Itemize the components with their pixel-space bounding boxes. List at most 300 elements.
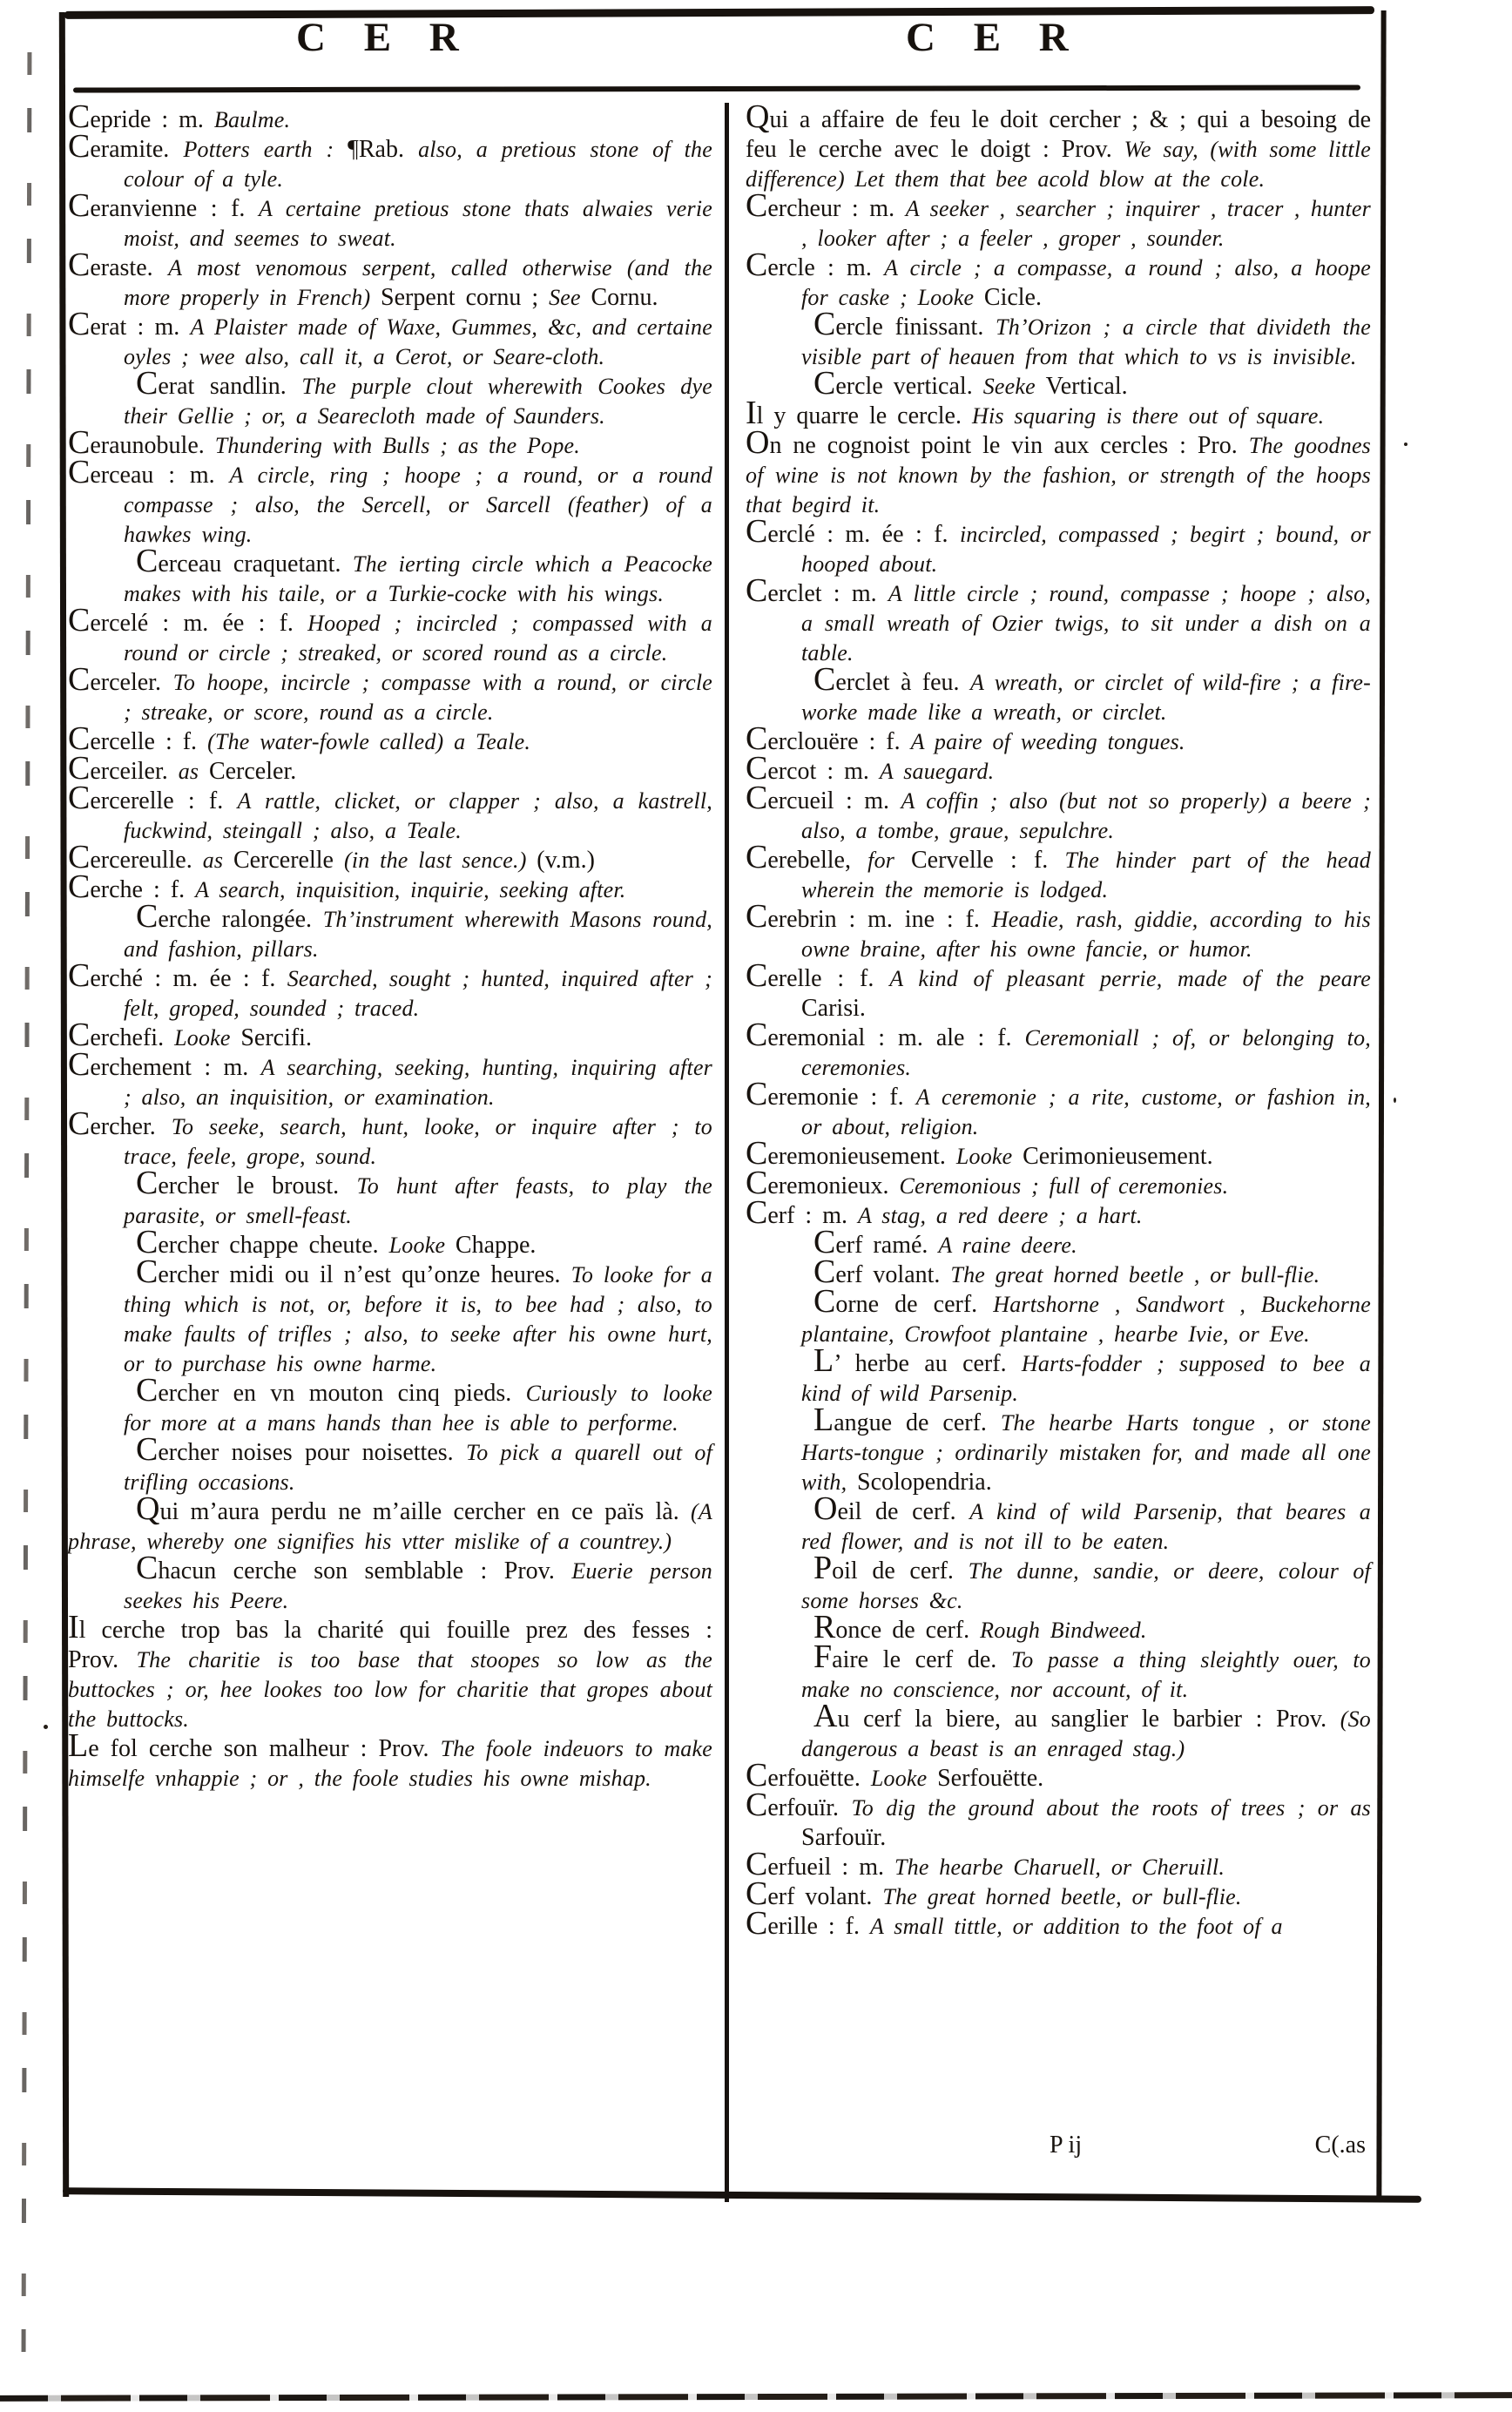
entry-initial-letter: C <box>68 1105 91 1142</box>
dictionary-entry <box>68 868 712 905</box>
entry-gloss-text: A kind of pleasant perrie, made of the peare <box>889 966 1371 991</box>
signature-mark: P ij <box>1050 2132 1083 2159</box>
entry-headword-text: Cercelle : f. <box>68 720 208 757</box>
dictionary-entry <box>746 1165 1371 1201</box>
dictionary-entry <box>68 454 713 550</box>
dictionary-entry <box>746 513 1372 579</box>
entry-headword-text: Cornu. <box>591 284 658 311</box>
dictionary-entry <box>746 1253 1371 1290</box>
entry-gloss-text: A search, inquisition, inquirie, seeking after. <box>195 877 626 902</box>
entry-initial-letter: C <box>746 247 768 283</box>
entry-gloss-text: A stag, a red deere ; a hart. <box>858 1203 1143 1228</box>
entry-gloss-text: A little circle ; round, compasse ; hoope ; also, a small wreath of Ozier twigs, to sit under a dish on a table. <box>801 581 1371 665</box>
entry-headword-text: Ronce de cerf. <box>813 1609 981 1645</box>
entry-initial-letter: C <box>68 868 91 905</box>
entry-initial-letter: C <box>136 1431 159 1468</box>
entry-gloss-text: A small tittle, or addition to the foot of a <box>869 1914 1283 1939</box>
entry-gloss-text: A wreath, or circlet of wild-fire ; a fire-worke made like a wreath, or circlet. <box>801 670 1371 725</box>
dictionary-entry <box>68 128 712 194</box>
entry-headword-text: Cicle. <box>983 284 1042 311</box>
dictionary-entry <box>746 1342 1372 1409</box>
entry-gloss-text: incircled, compassed ; begirt ; bound, or hooped about. <box>801 522 1372 577</box>
entry-initial-letter: C <box>813 1224 836 1260</box>
dictionary-entry <box>746 1017 1371 1083</box>
entry-headword-text: Sercifi. <box>240 1024 312 1051</box>
bottom-border-rule <box>63 2187 1421 2203</box>
entry-initial-letter: O <box>813 1490 838 1527</box>
entry-headword-text: (v.m.) <box>537 847 595 874</box>
dictionary-entry <box>746 1875 1371 1912</box>
entry-headword-text: Cercher chappe cheute. <box>136 1224 389 1260</box>
entry-headword-text: Sarfouïr. <box>801 1824 887 1851</box>
dictionary-entry <box>68 1727 712 1794</box>
entry-headword-text: Cerebrin : m. ine : f. <box>746 898 992 935</box>
entry-headword-text: Cerelle : f. <box>746 957 890 994</box>
entry-headword-text: Cercle vertical. <box>813 365 983 402</box>
entry-headword-text: Ceremonieusement. <box>746 1135 956 1172</box>
entry-gloss-text: (A phrase, whereby one signifies his vtter mislike of a countrey.) <box>68 1499 712 1554</box>
entry-headword-text: Chappe. <box>455 1232 537 1259</box>
entry-initial-letter: R <box>813 1609 836 1645</box>
dictionary-entry <box>746 1402 1371 1497</box>
entry-gloss-text: (The water-fowle called) a Teale. <box>207 729 531 754</box>
entry-gloss-text: The great horned beetle, or bull-flie. <box>882 1884 1242 1909</box>
entry-initial-letter: C <box>813 365 836 402</box>
entry-headword-text: Cerat : m. <box>68 306 191 342</box>
entry-initial-letter: C <box>746 1194 768 1231</box>
entry-initial-letter: C <box>68 424 91 461</box>
entry-initial-letter: C <box>136 543 159 579</box>
scan-edge-noise-left <box>22 52 32 2352</box>
entry-headword-text: Ceremonie : f. <box>746 1076 916 1112</box>
entry-headword-text: Cerchement : m. <box>68 1046 261 1083</box>
entry-headword-text: Cercher. <box>68 1105 172 1142</box>
entry-gloss-text: To passe a thing sleightly ouer, to make no conscience, nor account, of it. <box>801 1647 1371 1702</box>
entry-initial-letter: C <box>746 780 768 816</box>
entry-headword-text: Cerceiler. <box>68 750 179 787</box>
entry-gloss-text: A circle, ring ; hoope ; a round, or a round compasse ; also, the Sercell, or Sarcell (feather) of a hawkes wing. <box>124 463 713 547</box>
entry-headword-text: Cerchefi. <box>68 1017 175 1053</box>
dictionary-entry <box>746 661 1371 727</box>
entry-headword-text: Cerche : f. <box>68 868 196 905</box>
entry-gloss-text: Hartshorne , Sandwort , Buckehorne plantaine, Crowfoot plantaine , hearbe Ivie, or Eve. <box>801 1292 1371 1347</box>
entry-initial-letter: C <box>746 750 768 787</box>
entry-headword-text: Cerimonieusement. <box>1023 1143 1213 1170</box>
entry-headword-text: Ceramite. <box>68 128 184 165</box>
entry-gloss-text: Ceremoniall ; of, or belonging to, ceremonies. <box>801 1025 1371 1080</box>
entry-initial-letter: C <box>746 1135 768 1172</box>
entry-headword-text: Cerat sandlin. <box>136 365 302 402</box>
entry-headword-text: Cercher noises pour noisettes. <box>136 1431 466 1468</box>
dictionary-entry <box>68 247 712 313</box>
dictionary-entry <box>68 365 712 431</box>
entry-headword-text: Vertical. <box>1045 373 1128 400</box>
entry-initial-letter: C <box>68 454 91 490</box>
entry-gloss-text: A raine deere. <box>938 1233 1077 1258</box>
entry-initial-letter: C <box>136 1253 159 1290</box>
entry-headword-text: Cercher midi ou il n’est qu’onze heures. <box>136 1253 571 1290</box>
dictionary-entry <box>746 98 1371 194</box>
entry-gloss-text: Baulme. <box>213 107 291 132</box>
dictionary-entry <box>746 1609 1371 1645</box>
entry-gloss-text: A circle ; a compasse, a round ; also, a hoope for caske ; <box>801 255 1371 310</box>
entry-initial-letter: L <box>813 1342 834 1379</box>
running-title-right: C E R <box>906 15 1083 60</box>
entry-initial-letter: O <box>746 424 770 461</box>
dictionary-entry <box>68 1431 713 1497</box>
entry-headword-text: Cerfueil : m. <box>746 1846 894 1882</box>
entry-gloss-text: A sauegard. <box>879 759 995 784</box>
dictionary-entry <box>68 661 712 727</box>
dictionary-entry <box>68 720 712 757</box>
entry-gloss-text: Hooped ; incircled ; compassed with a round or circle ; streaked, or scored round as a circle. <box>124 611 712 665</box>
entry-headword-text: Ceraunobule. <box>68 424 215 461</box>
entry-headword-text: Cerille : f. <box>746 1905 870 1942</box>
dictionary-entry <box>746 750 1371 787</box>
entry-headword-text: Cervelle : f. <box>910 847 1065 874</box>
entry-initial-letter: C <box>746 957 768 994</box>
entry-gloss-text: (So dangerous a beast is an enraged stag.) <box>801 1706 1371 1761</box>
ink-speck <box>1404 443 1407 446</box>
entry-gloss-text: To pick a quarell out of trifling occasions. <box>124 1440 713 1495</box>
entry-gloss-text: Looke <box>870 1766 938 1791</box>
dictionary-entry <box>68 98 712 135</box>
entry-headword-text: Le fol cerche son malheur : Prov. <box>68 1727 441 1764</box>
entry-gloss-text: Looke <box>955 1144 1023 1169</box>
entry-initial-letter: A <box>813 1698 838 1734</box>
entry-headword-text: Corne de cerf. <box>813 1283 994 1320</box>
entry-headword-text: Ceraste. <box>68 247 169 283</box>
entry-headword-text: Au cerf la biere, au sanglier le barbier : Prov. <box>813 1698 1340 1734</box>
entry-gloss-text: To dig the ground about the roots of trees ; or as <box>851 1795 1372 1821</box>
entry-headword-text: Cerf : m. <box>746 1194 858 1231</box>
entry-headword-text: Cerclet : m. <box>746 572 888 609</box>
entry-initial-letter: C <box>136 1224 159 1260</box>
entry-initial-letter: L <box>68 1727 89 1764</box>
running-title-left: C E R <box>296 15 473 60</box>
entry-initial-letter: C <box>813 661 836 698</box>
entry-initial-letter: Q <box>136 1490 160 1527</box>
entry-initial-letter: P <box>813 1550 833 1586</box>
entry-headword-text: Serpent cornu ; <box>381 284 550 311</box>
entry-initial-letter: C <box>136 898 159 935</box>
ink-speck <box>1394 1098 1396 1103</box>
entry-gloss-text: A Plaister made of Waxe, Gummes, &c, and certaine oyles ; wee also, call it, a Cerot, or Seare-cloth. <box>124 314 712 369</box>
entry-headword-text: Qui a affaire de feu le doit cercher ; & ; qui a besoing de feu le cerche avec le doigt : Prov. <box>746 98 1371 163</box>
entry-headword-text: Chacun cerche son semblable : Prov. <box>136 1550 572 1586</box>
dictionary-entry <box>746 306 1371 372</box>
dictionary-entry <box>746 365 1371 402</box>
dictionary-entry <box>68 1609 712 1734</box>
entry-initial-letter: C <box>68 1046 91 1083</box>
entry-initial-letter: C <box>68 780 91 816</box>
entry-headword-text: Cerfouïr. <box>746 1787 852 1823</box>
dictionary-entry <box>746 1638 1371 1705</box>
entry-gloss-text: Looke <box>174 1025 241 1051</box>
dictionary-entry <box>746 720 1371 757</box>
entry-headword-text: Cercheur : m. <box>746 187 906 224</box>
entry-headword-text: Cerceler. <box>208 758 297 785</box>
entry-gloss-text: The ierting circle which a Peacocke makes with his taile, or a Turkie-cocke with his wings. <box>124 551 712 606</box>
dictionary-entry <box>746 395 1371 431</box>
entry-initial-letter: C <box>68 661 91 698</box>
entry-headword-text: Cerclouëre : f. <box>746 720 911 757</box>
entry-gloss-text: Ceremonious ; full of ceremonies. <box>899 1173 1229 1199</box>
dictionary-entry <box>68 750 712 787</box>
entry-initial-letter: C <box>68 98 91 135</box>
entry-gloss-text: See <box>549 285 591 310</box>
entry-gloss-text: His squaring is there out of square. <box>971 403 1325 429</box>
dictionary-entry <box>68 1253 712 1379</box>
entry-gloss-text: Curiously to looke for more at a mans hands than hee is able to performe. <box>124 1381 712 1436</box>
entry-gloss-text: Euerie person seekes his Peere. <box>124 1558 712 1613</box>
entry-gloss-text: A rattle, clicket, or clapper ; also, a kastrell, fuckwind, steingall ; also, a Teale. <box>124 788 713 843</box>
entry-gloss-text: To looke for a thing which is not, or, before it is, to bee had ; also, to make faults of trifles ; also, to seeke after his owne hurt, or to purchase his owne harme. <box>124 1262 712 1376</box>
entry-headword-text: Faire le cerf de. <box>813 1638 1011 1675</box>
entry-initial-letter: C <box>813 306 836 342</box>
column-divider-rule <box>725 103 729 2202</box>
dictionary-entry <box>746 424 1372 520</box>
entry-headword-text: Cercueil : m. <box>746 780 901 816</box>
entry-gloss-text: A certaine pretious stone thats alwaies verie moist, and seemes to sweat. <box>124 196 712 251</box>
entry-gloss-text: Headie, rash, giddie, according to his owne braine, after his owne fancie, or humor. <box>801 907 1371 962</box>
entry-initial-letter: C <box>68 247 91 283</box>
entry-gloss-text: Rough Bindweed. <box>980 1618 1147 1643</box>
entry-gloss-text: The great horned beetle , or bull-flie. <box>950 1262 1320 1287</box>
dictionary-entry <box>746 1905 1371 1942</box>
dictionary-entry <box>68 187 712 253</box>
entry-gloss-text: A kind of wild Parsenip, that beares a red flower, and is not ill to be eaten. <box>801 1499 1371 1554</box>
entry-headword-text: Serfouëtte. <box>937 1765 1044 1792</box>
dictionary-entry <box>746 247 1371 313</box>
entry-headword-text: Il y quarre le cercle. <box>746 395 972 431</box>
entry-initial-letter: C <box>68 957 91 994</box>
entry-headword-text: Cercerelle : f. <box>68 780 238 816</box>
dictionary-entry <box>746 1550 1371 1616</box>
dictionary-entry <box>746 1224 1371 1260</box>
entry-initial-letter: C <box>68 187 91 224</box>
dictionary-column-right <box>746 98 1372 1942</box>
entry-headword-text: Cerf volant. <box>813 1253 951 1290</box>
entry-initial-letter: L <box>813 1402 834 1438</box>
ink-speck <box>44 1725 48 1729</box>
entry-gloss-text: Thundering with Bulls ; as the Pope. <box>214 433 580 458</box>
entry-initial-letter: C <box>746 1846 768 1882</box>
entry-gloss-text: (in the last sence.) <box>343 848 537 873</box>
dictionary-entry <box>746 1135 1371 1172</box>
dictionary-entry <box>746 1283 1371 1349</box>
entry-headword-text: Cerceau : m. <box>68 454 230 490</box>
entry-initial-letter: C <box>136 365 159 402</box>
entry-headword-text: L’ herbe au cerf. <box>813 1342 1022 1379</box>
entry-gloss-text: The hearbe Harts tongue , or stone Harts-tongue ; ordinarily mistaken for, and made all one with, <box>801 1410 1371 1495</box>
dictionary-entry <box>68 1105 712 1172</box>
dictionary-entry <box>68 1046 712 1112</box>
dictionary-entry <box>68 1490 712 1557</box>
entry-headword-text: Cerfouëtte. <box>746 1757 871 1794</box>
entry-headword-text: Scolopendria. <box>857 1469 992 1496</box>
dictionary-entry <box>68 1017 712 1053</box>
header-divider-rule <box>73 84 1360 92</box>
scan-edge-noise <box>0 2392 1512 2402</box>
entry-headword-text: Cercerelle <box>233 847 344 874</box>
entry-initial-letter: C <box>746 1165 768 1201</box>
catchword: C(.as <box>1314 2132 1366 2159</box>
entry-initial-letter: C <box>746 513 768 550</box>
dictionary-entry <box>746 957 1371 1024</box>
dictionary-entry <box>746 898 1371 964</box>
entry-initial-letter: C <box>746 720 768 757</box>
dictionary-entry <box>746 1757 1371 1794</box>
entry-initial-letter: C <box>746 1076 768 1112</box>
entry-gloss-text: A most venomous serpent, called otherwise (and the more properly in French) <box>124 255 712 310</box>
dictionary-entry <box>746 839 1371 905</box>
entry-initial-letter: C <box>68 128 91 165</box>
dictionary-entry <box>68 957 712 1024</box>
entry-initial-letter: Q <box>746 98 770 135</box>
entry-gloss-text: A coffin ; also (but not so properly) a beere ; also, a tombe, graue, sepulchre. <box>801 788 1371 843</box>
entry-initial-letter: C <box>746 1757 768 1794</box>
entry-initial-letter: I <box>68 1609 79 1645</box>
entry-headword-text: Cerche ralongée. <box>136 898 323 935</box>
entry-initial-letter: C <box>136 1550 159 1586</box>
dictionary-entry <box>746 1076 1371 1142</box>
entry-headword-text: Ceranvienne : f. <box>68 187 259 224</box>
entry-headword-text: Cercher en vn mouton cinq pieds. <box>136 1372 526 1409</box>
dictionary-entry <box>746 1846 1371 1882</box>
entry-headword-text: Cercelé : m. ée : f. <box>68 602 308 638</box>
dictionary-entry <box>68 1550 712 1616</box>
entry-initial-letter: C <box>136 1372 159 1409</box>
entry-gloss-text: The hinder part of the head wherein the memorie is lodged. <box>801 848 1371 902</box>
right-border-rule <box>1376 10 1386 2197</box>
entry-gloss-text: A ceremonie ; a rite, custome, or fashion in, or about, religion. <box>801 1084 1371 1139</box>
entry-gloss-text: Harts-fodder ; supposed to bee a kind of wild Parsenip. <box>801 1351 1372 1406</box>
entry-initial-letter: C <box>68 306 91 342</box>
dictionary-entry <box>746 780 1371 846</box>
entry-headword-text: Cerf ramé. <box>813 1224 939 1260</box>
dictionary-entry <box>68 306 712 372</box>
entry-initial-letter: C <box>746 898 768 935</box>
entry-initial-letter: I <box>746 395 757 431</box>
entry-gloss-text: for <box>867 848 911 873</box>
entry-gloss-text: A searching, seeking, hunting, inquiring after ; also, an inquisition, or examination. <box>124 1055 712 1110</box>
entry-headword-text: Carisi. <box>801 995 866 1022</box>
entry-gloss-text: We say, (with some little difference) Let them that bee acold blow at the cole. <box>746 137 1371 192</box>
dictionary-entry <box>68 424 712 461</box>
entry-gloss-text: To hunt after feasts, to play the parasite, or smell-feast. <box>124 1173 713 1228</box>
dictionary-entry <box>746 1194 1371 1231</box>
entry-initial-letter: C <box>136 1165 159 1201</box>
dictionary-entry <box>68 1224 712 1260</box>
entry-gloss-text: Searched, sought ; hunted, inquired after ; felt, groped, sounded ; traced. <box>124 966 712 1021</box>
dictionary-entry <box>746 572 1371 668</box>
entry-initial-letter: C <box>68 1017 91 1053</box>
entry-gloss-text: A seeker , searcher ; inquirer , tracer , hunter , looker after ; a feeler , groper , sounder. <box>801 196 1371 251</box>
entry-headword-text: Cercereulle. <box>68 839 203 875</box>
entry-headword-text: ¶Rab. <box>348 136 419 163</box>
entry-headword-text: Ceremonieux. <box>746 1165 900 1201</box>
entry-initial-letter: C <box>746 1017 768 1053</box>
entry-initial-letter: C <box>746 839 768 875</box>
dictionary-entry <box>68 898 712 964</box>
entry-gloss-text: The purple clout wherewith Cookes dye their Gellie ; or, a Searecloth made of Saunders. <box>124 374 712 429</box>
entry-gloss-text: The goodnes of wine is not known by the fashion, or strength of the hoops that begird it. <box>746 433 1372 517</box>
dictionary-entry <box>68 543 712 609</box>
dictionary-entry <box>746 1698 1371 1764</box>
entry-headword-text: Cerf volant. <box>746 1875 883 1912</box>
entry-gloss-text: The hearbe Charuell, or Cheruill. <box>894 1855 1225 1880</box>
entry-gloss-text: Potters earth : <box>183 137 348 162</box>
entry-headword-text: Langue de cerf. <box>813 1402 1001 1438</box>
entry-headword-text: Cerclé : m. ée : f. <box>746 513 960 550</box>
entry-initial-letter: C <box>68 839 91 875</box>
entry-headword-text: Cercher le broust. <box>136 1165 357 1201</box>
entry-initial-letter: C <box>746 1787 768 1823</box>
dictionary-entry <box>68 602 712 668</box>
dictionary-column-left <box>68 98 713 1794</box>
dictionary-entry <box>68 839 712 875</box>
entry-headword-text: Cerceler. <box>68 661 173 698</box>
entry-headword-text: Cercle finissant. <box>813 306 996 342</box>
entry-gloss-text: To hoope, incircle ; compasse with a round, or circle ; streake, or score, round as a circle. <box>124 670 712 725</box>
dictionary-entry <box>746 187 1371 253</box>
entry-gloss-text: Th’instrument wherewith Masons round, and fashion, pillars. <box>124 907 712 962</box>
entry-initial-letter: C <box>746 1905 768 1942</box>
entry-headword-text: Cerclet à feu. <box>813 661 970 698</box>
entry-gloss-text: as <box>202 848 233 873</box>
entry-initial-letter: C <box>813 1283 836 1320</box>
entry-initial-letter: F <box>813 1638 833 1675</box>
entry-headword-text: Poil de cerf. <box>813 1550 969 1586</box>
entry-headword-text: Oeil de cerf. <box>813 1490 970 1527</box>
entry-headword-text: Qui m’aura perdu ne m’aille cercher en ce païs là. <box>136 1490 692 1527</box>
entry-headword-text: On ne cognoist point le vin aux cercles : Pro. <box>746 424 1249 461</box>
dictionary-entry <box>68 780 713 846</box>
entry-headword-text: Cercle : m. <box>746 247 885 283</box>
dictionary-entry <box>746 1787 1372 1853</box>
entry-initial-letter: C <box>68 602 91 638</box>
entry-initial-letter: C <box>746 1875 768 1912</box>
dictionary-entry <box>68 1165 713 1231</box>
entry-initial-letter: C <box>746 187 768 224</box>
entry-initial-letter: C <box>68 720 91 757</box>
entry-initial-letter: C <box>746 572 768 609</box>
entry-gloss-text: Th’Orizon ; a circle that divideth the visible part of heauen from that which to vs is invisible. <box>801 314 1371 369</box>
entry-gloss-text: The charitie is too base that stoopes so low as the buttockes ; or, hee lookes too low for charitie that gropes about the buttocks. <box>68 1647 712 1732</box>
entry-gloss-text: Looke <box>388 1233 456 1258</box>
entry-headword-text: Ceremonial : m. ale : f. <box>746 1017 1025 1053</box>
entry-gloss-text: Seeke <box>982 374 1046 399</box>
entry-gloss-text: A paire of weeding tongues. <box>910 729 1185 754</box>
entry-headword-text: Cepride : m. <box>68 98 214 135</box>
entry-initial-letter: C <box>813 1253 836 1290</box>
entry-gloss-text: Looke <box>917 285 984 310</box>
entry-initial-letter: C <box>68 750 91 787</box>
dictionary-entry <box>746 1490 1371 1557</box>
entry-gloss-text: The foole indeuors to make himselfe vnhappie ; or , the foole studies his owne mishap. <box>68 1736 712 1791</box>
entry-gloss-text: as <box>178 759 209 784</box>
entry-headword-text: Il cerche trop bas la charité qui fouille prez des fesses : Prov. <box>68 1609 712 1673</box>
entry-gloss-text: also, a pretious stone of the colour of a tyle. <box>124 137 712 192</box>
entry-headword-text: Cerceau craquetant. <box>136 543 353 579</box>
entry-headword-text: Cerché : m. ée : f. <box>68 957 287 994</box>
entry-headword-text: Cerebelle, <box>746 839 868 875</box>
entry-gloss-text: The dunne, sandie, or deere, colour of some horses &c. <box>801 1558 1371 1613</box>
entry-headword-text: Cercot : m. <box>746 750 880 787</box>
entry-gloss-text: To seeke, search, hunt, looke, or inquire after ; to trace, feele, grope, sound. <box>124 1114 712 1169</box>
dictionary-entry <box>68 1372 712 1438</box>
